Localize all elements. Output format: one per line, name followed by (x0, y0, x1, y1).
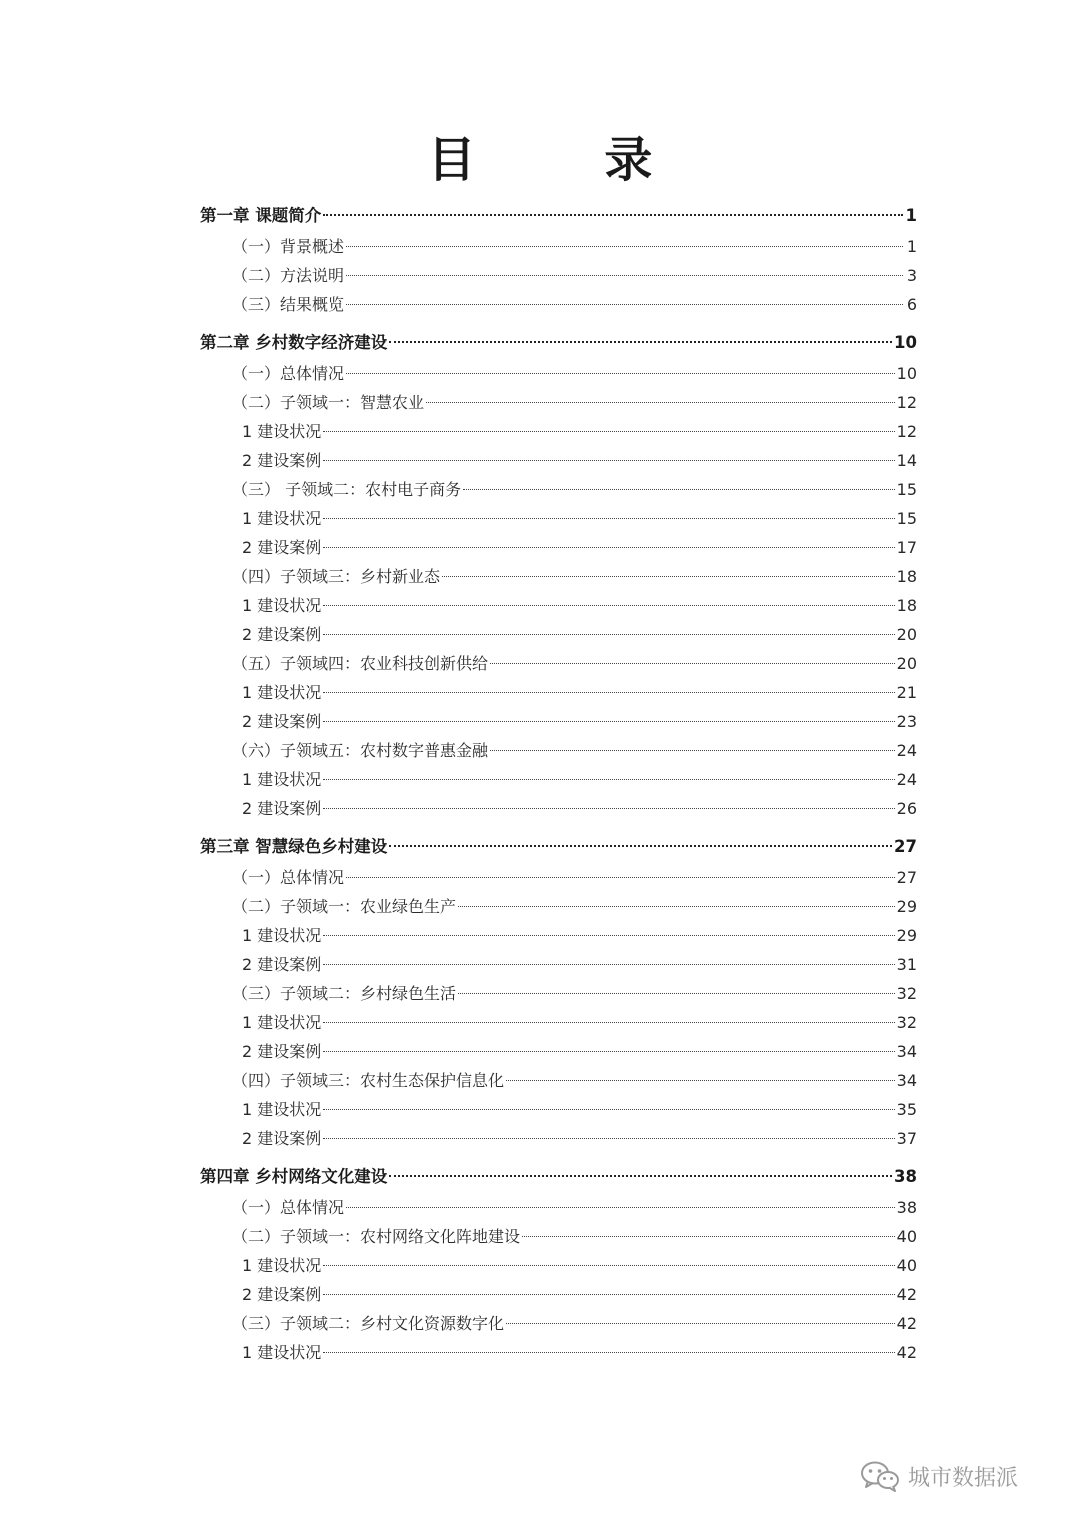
toc-entry-label: （四）子领域三：农村生态保护信息化 (232, 1071, 505, 1090)
toc-leader-dots (323, 1352, 894, 1353)
toc-entry-item[interactable] (200, 1095, 917, 1124)
toc-entry-page-number: 38 (896, 1198, 917, 1217)
toc-entry-section[interactable] (200, 475, 917, 504)
toc-entry-section[interactable] (200, 232, 917, 261)
table-of-contents (200, 200, 917, 1367)
toc-entry-label: 1 建设状况 (242, 1013, 322, 1032)
toc-entry-label: 1 建设状况 (242, 1100, 322, 1119)
toc-entry-label: （三）子领域二：乡村文化资源数字化 (232, 1314, 505, 1333)
toc-entry-label: 2 建设案例 (242, 451, 322, 470)
toc-entry-page-number: 18 (896, 567, 917, 586)
toc-entry-label: （一）总体情况 (232, 868, 345, 887)
toc-entry-label: （二）子领域一：农业绿色生产 (232, 897, 457, 916)
toc-entry-label: （三）结果概览 (232, 295, 345, 314)
toc-entry-page-number: 29 (896, 897, 917, 916)
toc-entry-item[interactable] (200, 417, 917, 446)
toc-entry-page-number: 10 (894, 333, 917, 352)
toc-entry-section[interactable] (200, 649, 917, 678)
toc-entry-label: （一）背景概述 (232, 237, 345, 256)
toc-entry-label: （六）子领域五：农村数字普惠金融 (232, 741, 489, 760)
toc-leader-dots (323, 808, 894, 809)
toc-entry-page-number: 6 (906, 295, 917, 314)
toc-entry-page-number: 20 (896, 625, 917, 644)
toc-leader-dots (323, 1265, 894, 1266)
toc-entry-page-number: 1 (906, 237, 917, 256)
toc-leader-dots (323, 1109, 894, 1110)
toc-leader-dots (506, 1323, 895, 1324)
watermark-text: 城市数据派 (908, 1465, 1019, 1491)
toc-entry-section[interactable] (200, 388, 917, 417)
toc-leader-dots (323, 460, 894, 461)
toc-entry-item[interactable] (200, 950, 917, 979)
toc-entry-section[interactable] (200, 1193, 917, 1222)
toc-leader-dots (323, 214, 903, 216)
toc-entry-section[interactable] (200, 562, 917, 591)
toc-entry-page-number: 35 (896, 1100, 917, 1119)
toc-entry-label: 2 建设案例 (242, 799, 322, 818)
toc-leader-dots (522, 1236, 895, 1237)
toc-entry-item[interactable] (200, 504, 917, 533)
toc-leader-dots (490, 750, 895, 751)
toc-entry-page-number: 15 (896, 509, 917, 528)
toc-leader-dots (389, 1175, 892, 1177)
toc-leader-dots (323, 431, 894, 432)
toc-entry-page-number: 31 (896, 955, 917, 974)
toc-entry-label: 第二章 乡村数字经济建设 (200, 333, 388, 352)
toc-leader-dots (346, 1207, 895, 1208)
toc-leader-dots (346, 373, 895, 374)
toc-entry-label: 1 建设状况 (242, 422, 322, 441)
toc-entry-item[interactable] (200, 921, 917, 950)
toc-leader-dots (506, 1080, 895, 1081)
toc-leader-dots (323, 779, 894, 780)
toc-entry-label: 1 建设状况 (242, 683, 322, 702)
toc-entry-page-number: 3 (906, 266, 917, 285)
toc-entry-page-number: 32 (896, 984, 917, 1003)
toc-entry-label: （一）总体情况 (232, 1198, 345, 1217)
toc-leader-dots (323, 964, 894, 965)
toc-entry-item[interactable] (200, 1124, 917, 1153)
toc-entry-label: 第一章 课题简介 (200, 206, 322, 225)
toc-leader-dots (346, 877, 895, 878)
toc-entry-item[interactable] (200, 620, 917, 649)
toc-entry-label: （五）子领域四：农业科技创新供给 (232, 654, 489, 673)
toc-entry-page-number: 32 (896, 1013, 917, 1032)
toc-entry-section[interactable] (200, 892, 917, 921)
toc-leader-dots (490, 663, 895, 664)
toc-entry-page-number: 23 (896, 712, 917, 731)
toc-entry-chapter[interactable] (200, 327, 917, 359)
toc-entry-label: （二）方法说明 (232, 266, 345, 285)
toc-entry-label: 2 建设案例 (242, 1129, 322, 1148)
toc-entry-item[interactable] (200, 591, 917, 620)
toc-leader-dots (426, 402, 895, 403)
toc-leader-dots (323, 547, 894, 548)
toc-entry-label: 2 建设案例 (242, 955, 322, 974)
toc-entry-page-number: 26 (896, 799, 917, 818)
toc-entry-page-number: 18 (896, 596, 917, 615)
toc-leader-dots (346, 304, 903, 305)
toc-leader-dots (323, 692, 894, 693)
toc-entry-page-number: 42 (896, 1314, 917, 1333)
toc-entry-page-number: 12 (896, 422, 917, 441)
toc-entry-label: 第四章 乡村网络文化建设 (200, 1167, 388, 1186)
toc-entry-label: 第三章 智慧绿色乡村建设 (200, 837, 388, 856)
wechat-icon (860, 1460, 900, 1492)
toc-leader-dots (323, 1051, 894, 1052)
toc-entry-page-number: 34 (896, 1042, 917, 1061)
toc-entry-label: （三）子领域二：乡村绿色生活 (232, 984, 457, 1003)
toc-entry-section[interactable] (200, 1066, 917, 1095)
toc-entry-section[interactable] (200, 1309, 917, 1338)
toc-leader-dots (442, 576, 895, 577)
toc-leader-dots (323, 518, 894, 519)
toc-entry-label: （四）子领域三：乡村新业态 (232, 567, 441, 586)
toc-leader-dots (323, 1294, 894, 1295)
toc-entry-item[interactable] (200, 707, 917, 736)
toc-leader-dots (323, 1138, 894, 1139)
toc-leader-dots (389, 341, 892, 343)
toc-entry-label: 1 建设状况 (242, 926, 322, 945)
toc-leader-dots (323, 605, 894, 606)
toc-leader-dots (323, 1022, 894, 1023)
toc-entry-item[interactable] (200, 794, 917, 823)
toc-entry-item[interactable] (200, 678, 917, 707)
toc-entry-page-number: 29 (896, 926, 917, 945)
toc-entry-page-number: 10 (896, 364, 917, 383)
toc-entry-label: （二）子领域一：智慧农业 (232, 393, 425, 412)
toc-leader-dots (323, 634, 894, 635)
toc-leader-dots (323, 721, 894, 722)
toc-leader-dots (458, 906, 895, 907)
toc-entry-label: 2 建设案例 (242, 1042, 322, 1061)
toc-entry-page-number: 20 (896, 654, 917, 673)
toc-entry-item[interactable] (200, 533, 917, 562)
toc-entry-page-number: 15 (896, 480, 917, 499)
toc-entry-page-number: 38 (894, 1167, 917, 1186)
toc-entry-page-number: 24 (896, 770, 917, 789)
toc-entry-chapter[interactable] (200, 1161, 917, 1193)
toc-entry-item[interactable] (200, 1037, 917, 1066)
watermark (860, 1460, 1018, 1492)
toc-entry-item[interactable] (200, 446, 917, 475)
toc-entry-item[interactable] (200, 1251, 917, 1280)
toc-entry-page-number: 24 (896, 741, 917, 760)
toc-entry-label: 2 建设案例 (242, 1285, 322, 1304)
toc-entry-label: 2 建设案例 (242, 538, 322, 557)
toc-entry-page-number: 27 (894, 837, 917, 856)
toc-entry-page-number: 21 (896, 683, 917, 702)
toc-entry-label: 1 建设状况 (242, 509, 322, 528)
toc-entry-label: （二）子领域一：农村网络文化阵地建设 (232, 1227, 521, 1246)
toc-entry-label: （三） 子领域二：农村电子商务 (232, 480, 462, 499)
toc-entry-page-number: 34 (896, 1071, 917, 1090)
toc-entry-label: 1 建设状况 (242, 770, 322, 789)
toc-leader-dots (346, 246, 903, 247)
toc-entry-page-number: 14 (896, 451, 917, 470)
toc-entry-page-number: 12 (896, 393, 917, 412)
toc-entry-chapter[interactable] (200, 200, 917, 232)
toc-entry-label: 1 建设状况 (242, 596, 322, 615)
toc-leader-dots (458, 993, 895, 994)
toc-entry-section[interactable] (200, 979, 917, 1008)
toc-entry-item[interactable] (200, 1008, 917, 1037)
toc-entry-item[interactable] (200, 1338, 917, 1367)
toc-entry-section[interactable] (200, 736, 917, 765)
page-title: 目 录 (427, 132, 709, 188)
toc-entry-label: 2 建设案例 (242, 712, 322, 731)
toc-entry-page-number: 37 (896, 1129, 917, 1148)
toc-entry-section[interactable] (200, 261, 917, 290)
toc-entry-page-number: 27 (896, 868, 917, 887)
toc-entry-section[interactable] (200, 863, 917, 892)
toc-leader-dots (346, 275, 903, 276)
toc-entry-label: 1 建设状况 (242, 1343, 322, 1362)
toc-entry-section[interactable] (200, 1222, 917, 1251)
toc-leader-dots (463, 489, 895, 490)
toc-entry-label: 1 建设状况 (242, 1256, 322, 1275)
toc-entry-item[interactable] (200, 1280, 917, 1309)
toc-entry-page-number: 1 (905, 206, 917, 225)
toc-entry-page-number: 42 (896, 1343, 917, 1362)
toc-leader-dots (323, 935, 894, 936)
toc-entry-item[interactable] (200, 765, 917, 794)
toc-entry-chapter[interactable] (200, 831, 917, 863)
toc-entry-label: （一）总体情况 (232, 364, 345, 383)
toc-entry-label: 2 建设案例 (242, 625, 322, 644)
toc-entry-page-number: 17 (896, 538, 917, 557)
toc-entry-section[interactable] (200, 359, 917, 388)
toc-entry-section[interactable] (200, 290, 917, 319)
toc-entry-page-number: 40 (896, 1227, 917, 1246)
toc-entry-page-number: 42 (896, 1285, 917, 1304)
toc-entry-page-number: 40 (896, 1256, 917, 1275)
toc-leader-dots (389, 845, 892, 847)
